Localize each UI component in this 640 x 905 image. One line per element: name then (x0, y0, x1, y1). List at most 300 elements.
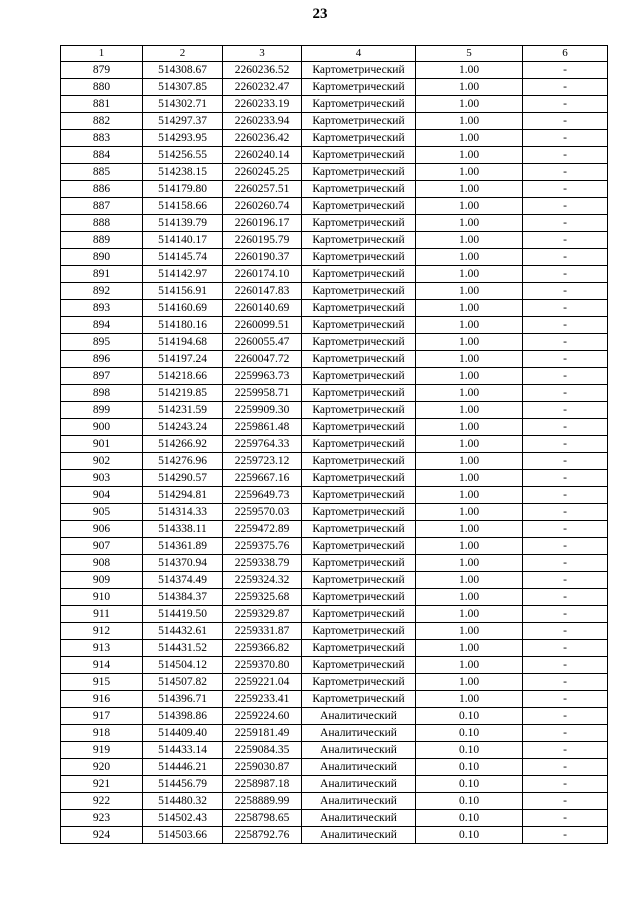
table-row (61, 198, 608, 215)
method-cell: Картометрический (302, 589, 416, 606)
table-row (61, 351, 608, 368)
note-cell: - (523, 487, 608, 504)
y-coordinate-cell: 2260099.51 (223, 317, 302, 334)
point-number-cell: 913 (61, 640, 143, 657)
note-cell: - (523, 793, 608, 810)
point-number-cell: 895 (61, 334, 143, 351)
accuracy-cell: 0.10 (416, 742, 523, 759)
y-coordinate-cell: 2260240.14 (223, 147, 302, 164)
table-header (61, 46, 608, 62)
accuracy-cell: 0.10 (416, 759, 523, 776)
point-number-cell: 901 (61, 436, 143, 453)
method-cell: Картометрический (302, 113, 416, 130)
x-coordinate-cell: 514314.33 (143, 504, 223, 521)
note-cell: - (523, 742, 608, 759)
table-row (61, 181, 608, 198)
x-coordinate-cell: 514502.43 (143, 810, 223, 827)
y-coordinate-cell: 2260047.72 (223, 351, 302, 368)
table-row (61, 113, 608, 130)
x-coordinate-cell: 514446.21 (143, 759, 223, 776)
column-header-6: 6 (523, 46, 608, 62)
note-cell: - (523, 181, 608, 198)
method-cell: Аналитический (302, 708, 416, 725)
y-coordinate-cell: 2259181.49 (223, 725, 302, 742)
method-cell: Картометрический (302, 402, 416, 419)
method-cell: Картометрический (302, 453, 416, 470)
point-number-cell: 911 (61, 606, 143, 623)
note-cell: - (523, 96, 608, 113)
method-cell: Картометрический (302, 368, 416, 385)
method-cell: Картометрический (302, 215, 416, 232)
note-cell: - (523, 640, 608, 657)
point-number-cell: 908 (61, 555, 143, 572)
x-coordinate-cell: 514507.82 (143, 674, 223, 691)
note-cell: - (523, 623, 608, 640)
note-cell: - (523, 317, 608, 334)
method-cell: Картометрический (302, 623, 416, 640)
note-cell: - (523, 164, 608, 181)
accuracy-cell: 1.00 (416, 419, 523, 436)
point-number-cell: 882 (61, 113, 143, 130)
y-coordinate-cell: 2260195.79 (223, 232, 302, 249)
y-coordinate-cell: 2259963.73 (223, 368, 302, 385)
column-header-5: 5 (416, 46, 523, 62)
coordinates-table (60, 45, 608, 844)
accuracy-cell: 0.10 (416, 810, 523, 827)
method-cell: Картометрический (302, 555, 416, 572)
table-row (61, 283, 608, 300)
point-number-cell: 918 (61, 725, 143, 742)
method-cell: Картометрический (302, 606, 416, 623)
y-coordinate-cell: 2259570.03 (223, 504, 302, 521)
note-cell: - (523, 538, 608, 555)
column-header-1: 1 (61, 46, 143, 62)
point-number-cell: 922 (61, 793, 143, 810)
note-cell: - (523, 283, 608, 300)
note-cell: - (523, 725, 608, 742)
table-row (61, 266, 608, 283)
y-coordinate-cell: 2259324.32 (223, 572, 302, 589)
note-cell: - (523, 300, 608, 317)
x-coordinate-cell: 514297.37 (143, 113, 223, 130)
column-header-4: 4 (302, 46, 416, 62)
point-number-cell: 914 (61, 657, 143, 674)
x-coordinate-cell: 514197.24 (143, 351, 223, 368)
method-cell: Картометрический (302, 470, 416, 487)
y-coordinate-cell: 2260260.74 (223, 198, 302, 215)
point-number-cell: 915 (61, 674, 143, 691)
point-number-cell: 919 (61, 742, 143, 759)
point-number-cell: 909 (61, 572, 143, 589)
y-coordinate-cell: 2259667.16 (223, 470, 302, 487)
y-coordinate-cell: 2260233.19 (223, 96, 302, 113)
point-number-cell: 905 (61, 504, 143, 521)
table-row (61, 385, 608, 402)
table-row (61, 776, 608, 793)
accuracy-cell: 1.00 (416, 623, 523, 640)
accuracy-cell: 1.00 (416, 470, 523, 487)
table-row (61, 827, 608, 844)
method-cell: Картометрический (302, 130, 416, 147)
x-coordinate-cell: 514194.68 (143, 334, 223, 351)
y-coordinate-cell: 2259325.68 (223, 589, 302, 606)
point-number-cell: 897 (61, 368, 143, 385)
y-coordinate-cell: 2259909.30 (223, 402, 302, 419)
x-coordinate-cell: 514419.50 (143, 606, 223, 623)
accuracy-cell: 1.00 (416, 691, 523, 708)
method-cell: Картометрический (302, 572, 416, 589)
x-coordinate-cell: 514156.91 (143, 283, 223, 300)
note-cell: - (523, 572, 608, 589)
x-coordinate-cell: 514140.17 (143, 232, 223, 249)
x-coordinate-cell: 514276.96 (143, 453, 223, 470)
accuracy-cell: 1.00 (416, 572, 523, 589)
accuracy-cell: 1.00 (416, 640, 523, 657)
point-number-cell: 917 (61, 708, 143, 725)
note-cell: - (523, 555, 608, 572)
accuracy-cell: 1.00 (416, 657, 523, 674)
method-cell: Картометрический (302, 334, 416, 351)
accuracy-cell: 1.00 (416, 147, 523, 164)
point-number-cell: 904 (61, 487, 143, 504)
accuracy-cell: 1.00 (416, 487, 523, 504)
y-coordinate-cell: 2258798.65 (223, 810, 302, 827)
x-coordinate-cell: 514302.71 (143, 96, 223, 113)
method-cell: Картометрический (302, 436, 416, 453)
method-cell: Аналитический (302, 793, 416, 810)
accuracy-cell: 1.00 (416, 436, 523, 453)
accuracy-cell: 1.00 (416, 300, 523, 317)
note-cell: - (523, 436, 608, 453)
note-cell: - (523, 232, 608, 249)
table-row (61, 725, 608, 742)
y-coordinate-cell: 2259224.60 (223, 708, 302, 725)
x-coordinate-cell: 514409.40 (143, 725, 223, 742)
accuracy-cell: 0.10 (416, 793, 523, 810)
accuracy-cell: 0.10 (416, 827, 523, 844)
y-coordinate-cell: 2260236.52 (223, 62, 302, 79)
accuracy-cell: 1.00 (416, 96, 523, 113)
y-coordinate-cell: 2259472.89 (223, 521, 302, 538)
point-number-cell: 903 (61, 470, 143, 487)
table-row (61, 79, 608, 96)
y-coordinate-cell: 2260190.37 (223, 249, 302, 266)
x-coordinate-cell: 514308.67 (143, 62, 223, 79)
method-cell: Картометрический (302, 164, 416, 181)
x-coordinate-cell: 514398.86 (143, 708, 223, 725)
point-number-cell: 898 (61, 385, 143, 402)
accuracy-cell: 1.00 (416, 453, 523, 470)
y-coordinate-cell: 2260233.94 (223, 113, 302, 130)
method-cell: Аналитический (302, 759, 416, 776)
x-coordinate-cell: 514219.85 (143, 385, 223, 402)
accuracy-cell: 1.00 (416, 266, 523, 283)
point-number-cell: 902 (61, 453, 143, 470)
point-number-cell: 886 (61, 181, 143, 198)
table-row (61, 402, 608, 419)
table-row (61, 453, 608, 470)
accuracy-cell: 1.00 (416, 164, 523, 181)
point-number-cell: 892 (61, 283, 143, 300)
table-row (61, 62, 608, 79)
accuracy-cell: 1.00 (416, 317, 523, 334)
x-coordinate-cell: 514231.59 (143, 402, 223, 419)
accuracy-cell: 1.00 (416, 351, 523, 368)
table-row (61, 810, 608, 827)
x-coordinate-cell: 514361.89 (143, 538, 223, 555)
y-coordinate-cell: 2258792.76 (223, 827, 302, 844)
point-number-cell: 884 (61, 147, 143, 164)
x-coordinate-cell: 514503.66 (143, 827, 223, 844)
table-row (61, 708, 608, 725)
x-coordinate-cell: 514384.37 (143, 589, 223, 606)
accuracy-cell: 1.00 (416, 589, 523, 606)
method-cell: Картометрический (302, 181, 416, 198)
point-number-cell: 907 (61, 538, 143, 555)
table-row (61, 96, 608, 113)
x-coordinate-cell: 514294.81 (143, 487, 223, 504)
table-row (61, 538, 608, 555)
method-cell: Аналитический (302, 725, 416, 742)
note-cell: - (523, 504, 608, 521)
accuracy-cell: 1.00 (416, 215, 523, 232)
note-cell: - (523, 776, 608, 793)
point-number-cell: 891 (61, 266, 143, 283)
method-cell: Аналитический (302, 827, 416, 844)
x-coordinate-cell: 514374.49 (143, 572, 223, 589)
x-coordinate-cell: 514290.57 (143, 470, 223, 487)
x-coordinate-cell: 514145.74 (143, 249, 223, 266)
y-coordinate-cell: 2259370.80 (223, 657, 302, 674)
accuracy-cell: 1.00 (416, 674, 523, 691)
method-cell: Картометрический (302, 674, 416, 691)
table-row (61, 742, 608, 759)
method-cell: Картометрический (302, 147, 416, 164)
accuracy-cell: 0.10 (416, 776, 523, 793)
y-coordinate-cell: 2259861.48 (223, 419, 302, 436)
y-coordinate-cell: 2259649.73 (223, 487, 302, 504)
x-coordinate-cell: 514338.11 (143, 521, 223, 538)
x-coordinate-cell: 514243.24 (143, 419, 223, 436)
table-row (61, 555, 608, 572)
note-cell: - (523, 759, 608, 776)
x-coordinate-cell: 514432.61 (143, 623, 223, 640)
table-row (61, 147, 608, 164)
table-row (61, 504, 608, 521)
note-cell: - (523, 810, 608, 827)
point-number-cell: 881 (61, 96, 143, 113)
x-coordinate-cell: 514431.52 (143, 640, 223, 657)
y-coordinate-cell: 2259723.12 (223, 453, 302, 470)
accuracy-cell: 1.00 (416, 79, 523, 96)
x-coordinate-cell: 514504.12 (143, 657, 223, 674)
method-cell: Картометрический (302, 640, 416, 657)
table-row (61, 164, 608, 181)
y-coordinate-cell: 2259331.87 (223, 623, 302, 640)
x-coordinate-cell: 514480.32 (143, 793, 223, 810)
note-cell: - (523, 606, 608, 623)
note-cell: - (523, 113, 608, 130)
point-number-cell: 887 (61, 198, 143, 215)
point-number-cell: 893 (61, 300, 143, 317)
x-coordinate-cell: 514456.79 (143, 776, 223, 793)
table-row (61, 436, 608, 453)
point-number-cell: 916 (61, 691, 143, 708)
note-cell: - (523, 691, 608, 708)
y-coordinate-cell: 2259233.41 (223, 691, 302, 708)
method-cell: Картометрический (302, 538, 416, 555)
x-coordinate-cell: 514180.16 (143, 317, 223, 334)
x-coordinate-cell: 514139.79 (143, 215, 223, 232)
method-cell: Картометрический (302, 385, 416, 402)
point-number-cell: 921 (61, 776, 143, 793)
method-cell: Аналитический (302, 776, 416, 793)
accuracy-cell: 1.00 (416, 385, 523, 402)
method-cell: Картометрический (302, 198, 416, 215)
method-cell: Картометрический (302, 351, 416, 368)
accuracy-cell: 1.00 (416, 62, 523, 79)
x-coordinate-cell: 514370.94 (143, 555, 223, 572)
accuracy-cell: 1.00 (416, 181, 523, 198)
method-cell: Аналитический (302, 810, 416, 827)
note-cell: - (523, 521, 608, 538)
accuracy-cell: 1.00 (416, 130, 523, 147)
accuracy-cell: 1.00 (416, 113, 523, 130)
x-coordinate-cell: 514218.66 (143, 368, 223, 385)
table-row (61, 130, 608, 147)
table-body (61, 62, 608, 844)
method-cell: Картометрический (302, 232, 416, 249)
x-coordinate-cell: 514238.15 (143, 164, 223, 181)
table-row (61, 674, 608, 691)
y-coordinate-cell: 2259338.79 (223, 555, 302, 572)
accuracy-cell: 1.00 (416, 521, 523, 538)
accuracy-cell: 1.00 (416, 283, 523, 300)
x-coordinate-cell: 514158.66 (143, 198, 223, 215)
y-coordinate-cell: 2259221.04 (223, 674, 302, 691)
point-number-cell: 912 (61, 623, 143, 640)
note-cell: - (523, 402, 608, 419)
note-cell: - (523, 708, 608, 725)
column-header-2: 2 (143, 46, 223, 62)
method-cell: Картометрический (302, 487, 416, 504)
x-coordinate-cell: 514160.69 (143, 300, 223, 317)
y-coordinate-cell: 2258889.99 (223, 793, 302, 810)
table-row (61, 657, 608, 674)
method-cell: Аналитический (302, 742, 416, 759)
point-number-cell: 896 (61, 351, 143, 368)
table-row (61, 232, 608, 249)
y-coordinate-cell: 2260147.83 (223, 283, 302, 300)
note-cell: - (523, 589, 608, 606)
accuracy-cell: 1.00 (416, 249, 523, 266)
method-cell: Картометрический (302, 521, 416, 538)
point-number-cell: 890 (61, 249, 143, 266)
point-number-cell: 889 (61, 232, 143, 249)
table-row (61, 640, 608, 657)
y-coordinate-cell: 2259375.76 (223, 538, 302, 555)
table-row (61, 334, 608, 351)
method-cell: Картометрический (302, 249, 416, 266)
point-number-cell: 888 (61, 215, 143, 232)
table-row (61, 317, 608, 334)
method-cell: Картометрический (302, 96, 416, 113)
y-coordinate-cell: 2260245.25 (223, 164, 302, 181)
accuracy-cell: 1.00 (416, 334, 523, 351)
x-coordinate-cell: 514266.92 (143, 436, 223, 453)
point-number-cell: 883 (61, 130, 143, 147)
table-row (61, 589, 608, 606)
accuracy-cell: 0.10 (416, 725, 523, 742)
column-header-3: 3 (223, 46, 302, 62)
y-coordinate-cell: 2259329.87 (223, 606, 302, 623)
table-row (61, 521, 608, 538)
x-coordinate-cell: 514307.85 (143, 79, 223, 96)
point-number-cell: 910 (61, 589, 143, 606)
method-cell: Картометрический (302, 657, 416, 674)
note-cell: - (523, 62, 608, 79)
y-coordinate-cell: 2258987.18 (223, 776, 302, 793)
accuracy-cell: 1.00 (416, 538, 523, 555)
x-coordinate-cell: 514142.97 (143, 266, 223, 283)
point-number-cell: 906 (61, 521, 143, 538)
note-cell: - (523, 351, 608, 368)
note-cell: - (523, 130, 608, 147)
method-cell: Картометрический (302, 419, 416, 436)
table-row (61, 487, 608, 504)
method-cell: Картометрический (302, 691, 416, 708)
accuracy-cell: 1.00 (416, 504, 523, 521)
note-cell: - (523, 368, 608, 385)
note-cell: - (523, 470, 608, 487)
accuracy-cell: 1.00 (416, 555, 523, 572)
table-row (61, 759, 608, 776)
y-coordinate-cell: 2259084.35 (223, 742, 302, 759)
table-row (61, 300, 608, 317)
note-cell: - (523, 147, 608, 164)
y-coordinate-cell: 2259764.33 (223, 436, 302, 453)
y-coordinate-cell: 2259030.87 (223, 759, 302, 776)
accuracy-cell: 1.00 (416, 402, 523, 419)
accuracy-cell: 1.00 (416, 198, 523, 215)
y-coordinate-cell: 2259366.82 (223, 640, 302, 657)
note-cell: - (523, 266, 608, 283)
table-row (61, 623, 608, 640)
note-cell: - (523, 453, 608, 470)
note-cell: - (523, 827, 608, 844)
method-cell: Картометрический (302, 79, 416, 96)
x-coordinate-cell: 514179.80 (143, 181, 223, 198)
x-coordinate-cell: 514256.55 (143, 147, 223, 164)
table-row (61, 470, 608, 487)
note-cell: - (523, 385, 608, 402)
x-coordinate-cell: 514433.14 (143, 742, 223, 759)
y-coordinate-cell: 2260174.10 (223, 266, 302, 283)
y-coordinate-cell: 2260055.47 (223, 334, 302, 351)
table-row (61, 572, 608, 589)
x-coordinate-cell: 514293.95 (143, 130, 223, 147)
x-coordinate-cell: 514396.71 (143, 691, 223, 708)
method-cell: Картометрический (302, 266, 416, 283)
table-row (61, 691, 608, 708)
note-cell: - (523, 249, 608, 266)
y-coordinate-cell: 2260140.69 (223, 300, 302, 317)
method-cell: Картометрический (302, 300, 416, 317)
method-cell: Картометрический (302, 317, 416, 334)
point-number-cell: 880 (61, 79, 143, 96)
table-row (61, 249, 608, 266)
point-number-cell: 924 (61, 827, 143, 844)
